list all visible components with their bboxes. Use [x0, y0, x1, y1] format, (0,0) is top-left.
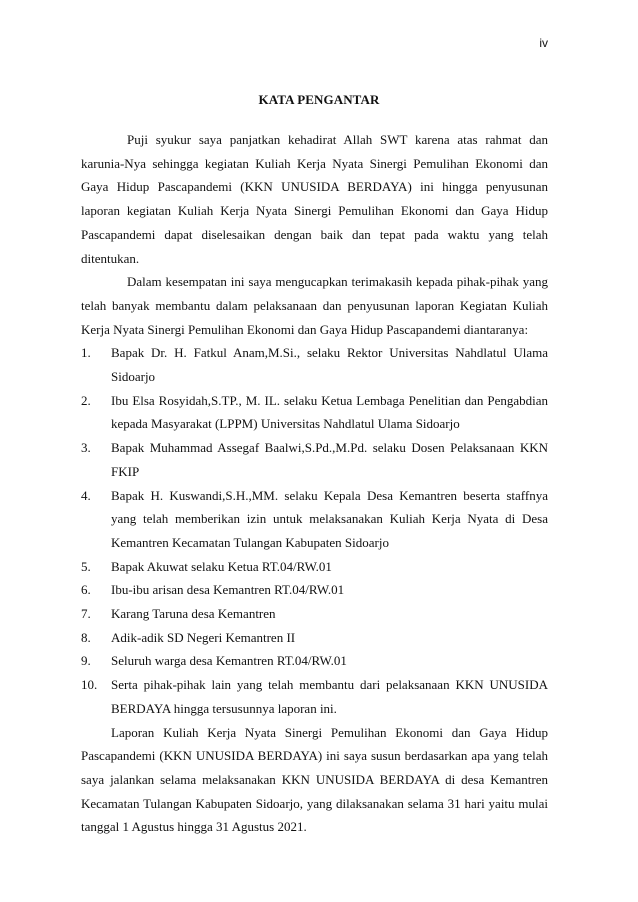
list-item	[81, 673, 548, 720]
list-item	[81, 626, 548, 650]
acknowledgement-list	[81, 341, 548, 720]
list-number: 1.	[81, 345, 91, 361]
list-text: Ibu Elsa Rosyidah,S.TP., M. IL. selaku Ketua Lembaga Penelitian dan Pengabdian kepada Masyarakat (LPPM) Universitas Nahdlatul Ulama Sidoarjo	[111, 392, 548, 432]
list-item	[81, 649, 548, 673]
document-body	[81, 128, 548, 839]
list-item	[81, 484, 548, 555]
page-number: iv	[539, 36, 548, 50]
list-text: Bapak Akuwat selaku Ketua RT.04/RW.01	[111, 558, 332, 574]
list-number: 10.	[81, 677, 98, 693]
list-item	[81, 555, 548, 579]
list-text: Bapak H. Kuswandi,S.H.,MM. selaku Kepala Desa Kemantren beserta staffnya yang telah memberikan izin untuk melaksanakan Kuliah Kerja Nyata di Desa Kemantren Kecamatan Tulangan Kabupaten Sidoarjo	[111, 487, 548, 550]
list-text: Ibu-ibu arisan desa Kemantren RT.04/RW.01	[111, 582, 345, 598]
list-number: 2.	[81, 392, 91, 408]
list-text: Bapak Dr. H. Fatkul Anam,M.Si., selaku Rektor Universitas Nahdlatul Ulama Sidoarjo	[111, 345, 548, 385]
paragraph-closing: Laporan Kuliah Kerja Nyata Sinergi Pemulihan Ekonomi dan Gaya Hidup Pascapandemi (KKN UNUSIDA BERDAYA) ini saya susun berdasarkan apa yang telah saya jalankan selama melaksanakan KKN UNUSIDA BERDAYA di desa Kemantren Kecamatan Tulangan Kabupaten Sidoarjo, yang dilaksanakan selama 31 hari yaitu mulai tanggal 1 Agustus hingga 31 Agustus 2021.	[81, 724, 548, 835]
list-text: Bapak Muhammad Assegaf Baalwi,S.Pd.,M.Pd. selaku Dosen Pelaksanaan KKN FKIP	[111, 440, 548, 479]
page-title: KATA PENGANTAR	[258, 92, 380, 107]
list-number: 4.	[81, 487, 91, 503]
list-number: 6.	[81, 582, 91, 598]
list-text: Adik-adik SD Negeri Kemantren II	[111, 629, 296, 645]
list-text: Seluruh warga desa Kemantren RT.04/RW.01	[111, 653, 347, 669]
paragraph-intro: Puji syukur saya panjatkan kehadirat Allah SWT karena atas rahmat dan karunia-Nya sehingga kegiatan Kuliah Kerja Nyata Sinergi Pemulihan Ekonomi dan Gaya Hidup Pascapandemi (KKN UNUSIDA BERDAYA) ini hingga penyusunan laporan kegiatan Kuliah Kerja Nyata Sinergi Pemulihan Ekonomi dan Gaya Hidup Pascapandemi dapat diselesaikan dengan baik dan tepat pada waktu yang telah ditentukan.	[81, 132, 548, 266]
list-item	[81, 578, 548, 602]
list-item	[81, 602, 548, 626]
list-number: 9.	[81, 653, 91, 669]
list-number: 8.	[81, 629, 91, 645]
list-text: Serta pihak-pihak lain yang telah membantu dari pelaksanaan KKN UNUSIDA BERDAYA hingga tersusunnya laporan ini.	[111, 677, 548, 716]
list-item	[81, 436, 548, 483]
list-text: Karang Taruna desa Kemantren	[111, 606, 276, 622]
list-item	[81, 389, 548, 436]
list-number: 5.	[81, 558, 91, 574]
paragraph-thanks: Dalam kesempatan ini saya mengucapkan terimakasih kepada pihak-pihak yang telah banyak membantu dalam pelaksanaan dan penyusunan laporan Kegiatan Kuliah Kerja Nyata Sinergi Pemulihan Ekonomi dan Gaya Hidup Pascapandemi diantaranya:	[81, 274, 548, 337]
list-item	[81, 341, 548, 388]
list-number: 3.	[81, 440, 91, 456]
list-number: 7.	[81, 606, 91, 622]
